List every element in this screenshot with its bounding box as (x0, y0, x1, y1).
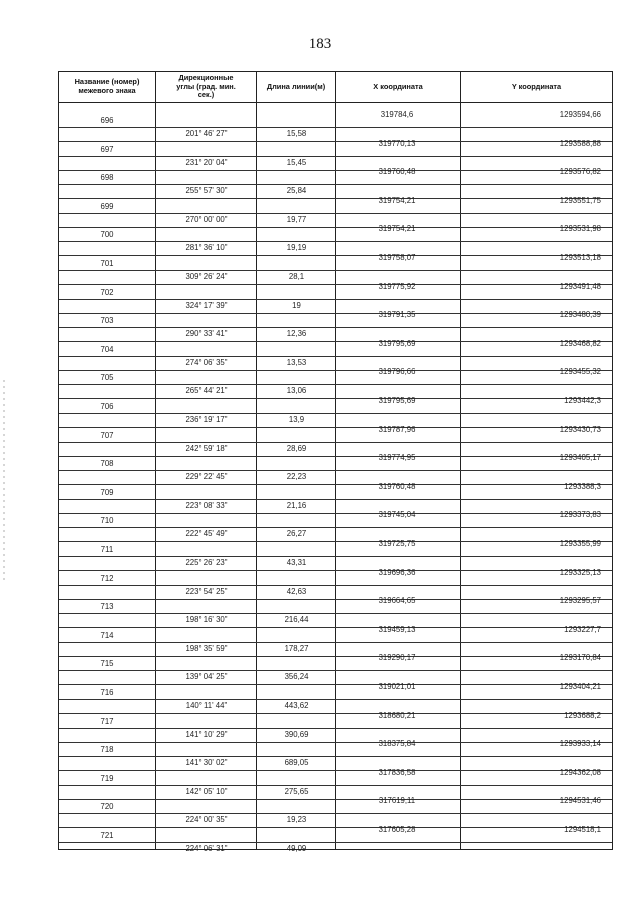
row-divider (59, 813, 612, 814)
x-coordinate: 317836,58 (378, 767, 416, 777)
line-length: 13,53 (286, 357, 307, 367)
row-divider (59, 299, 612, 300)
line-length: 19,19 (286, 243, 307, 253)
line-length: 19 (292, 300, 301, 310)
line-length: 26,27 (286, 529, 307, 539)
marker-name: 706 (100, 402, 114, 411)
marker-name: 701 (100, 259, 114, 268)
direction-angle: 281° 36' 10" (185, 243, 228, 253)
y-coordinate: 1293933,14 (559, 739, 601, 749)
marker-name: 696 (100, 116, 114, 125)
row-divider (59, 327, 612, 328)
line-length: 28,1 (288, 272, 305, 281)
x-coordinate: 319745,04 (378, 510, 416, 520)
row-divider (59, 156, 612, 157)
x-coordinate: 319754,21 (378, 195, 416, 205)
x-coordinate: 319754,21 (378, 224, 416, 234)
direction-angle: 270° 00' 00" (185, 214, 228, 224)
y-coordinate: 1293468,82 (559, 338, 601, 348)
x-coordinate: 319696,36 (378, 567, 416, 577)
line-length: 42,63 (286, 586, 307, 596)
marker-name: 700 (100, 230, 114, 240)
line-length: 689,05 (284, 758, 309, 768)
direction-angle: 198° 35' 59" (185, 643, 228, 653)
y-coordinate: 1294362,08 (559, 767, 601, 777)
line-length: 21,16 (286, 500, 307, 510)
line-length: 25,84 (286, 186, 307, 196)
line-length: 13,06 (286, 386, 307, 396)
header-marker-name: Название (номер) межевого знака (74, 77, 140, 95)
header-direction-angle: Дирекционные углы (град. мин. сек.) (176, 73, 236, 100)
marker-name: 709 (100, 487, 114, 497)
x-coordinate: 319784,6 (380, 110, 414, 119)
marker-name: 715 (100, 659, 114, 669)
direction-angle: 265° 44' 21" (185, 386, 228, 396)
direction-angle: 225° 26' 23" (185, 558, 228, 567)
direction-angle: 231° 20' 04" (185, 157, 228, 167)
y-coordinate: 1293373,83 (559, 510, 601, 520)
y-coordinate: 1294531,46 (559, 796, 601, 806)
marker-name: 698 (100, 173, 114, 183)
y-coordinate: 1293430,73 (559, 424, 601, 434)
row-divider (59, 728, 612, 729)
y-coordinate: 1293491,48 (559, 281, 601, 291)
marker-name: 703 (100, 316, 114, 326)
direction-angle: 140° 11' 44" (185, 701, 228, 710)
row-divider (59, 527, 612, 528)
y-coordinate: 1293442,3 (564, 396, 601, 405)
direction-angle: 141° 30' 02" (185, 758, 228, 768)
y-coordinate: 1293551,75 (559, 195, 601, 205)
row-divider (59, 556, 612, 557)
marker-name: 705 (100, 373, 114, 383)
row-divider (59, 384, 612, 385)
x-coordinate: 317619,11 (378, 796, 416, 806)
x-coordinate: 318680,21 (378, 710, 416, 720)
row-divider (59, 241, 612, 242)
marker-name: 721 (100, 831, 114, 840)
marker-name: 711 (100, 545, 114, 554)
row-divider (59, 127, 612, 128)
x-coordinate: 319795,69 (378, 396, 416, 405)
x-coordinate: 319796,66 (378, 367, 416, 377)
direction-angle: 224° 00' 35" (185, 815, 228, 825)
line-length: 15,58 (286, 129, 307, 138)
line-length: 275,65 (284, 786, 309, 796)
direction-angle: 229° 22' 45" (185, 472, 228, 482)
x-coordinate: 319664,65 (378, 596, 416, 606)
header-divider (59, 102, 612, 103)
row-divider (59, 613, 612, 614)
x-coordinate: 318375,84 (378, 739, 416, 749)
direction-angle: 274° 06' 35" (185, 357, 228, 367)
row-divider (59, 442, 612, 443)
direction-angle: 324° 17' 39" (185, 300, 228, 310)
row-divider (59, 642, 612, 643)
y-coordinate: 1293355,99 (559, 539, 601, 548)
direction-angle: 201° 46' 27" (185, 129, 228, 138)
marker-name: 713 (100, 602, 114, 612)
scan-margin-mark (3, 380, 5, 580)
header-y-coordinate: Y координата (511, 81, 562, 91)
direction-angle: 223° 08' 33" (185, 500, 228, 510)
direction-angle: 139° 04' 25" (185, 672, 228, 682)
direction-angle: 236° 19' 17" (185, 415, 228, 424)
marker-name: 702 (100, 287, 114, 297)
line-length: 19,23 (286, 815, 307, 825)
x-coordinate: 319774,95 (378, 453, 416, 463)
y-coordinate: 1293455,32 (559, 367, 601, 377)
line-length: 356,24 (284, 672, 309, 682)
row-divider (59, 785, 612, 786)
line-length: 49,09 (286, 844, 307, 853)
y-coordinate: 1293688,2 (564, 710, 601, 720)
row-divider (59, 213, 612, 214)
row-divider (59, 270, 612, 271)
line-length: 28,69 (286, 443, 307, 453)
row-divider (59, 356, 612, 357)
marker-name: 718 (100, 745, 114, 755)
line-length: 43,31 (286, 558, 307, 567)
header-x-coordinate: X координата (373, 81, 423, 91)
line-length: 22,23 (286, 472, 307, 482)
line-length: 12,36 (286, 329, 307, 339)
marker-name: 719 (100, 773, 114, 783)
y-coordinate: 1293227,7 (564, 624, 601, 634)
row-divider (59, 470, 612, 471)
row-divider (59, 585, 612, 586)
row-divider (59, 413, 612, 414)
direction-angle: 223° 54' 25" (185, 586, 228, 596)
row-divider (59, 499, 612, 500)
y-coordinate: 1293388,3 (564, 481, 601, 491)
x-coordinate: 319787,96 (378, 424, 416, 434)
coordinates-table (58, 71, 613, 853)
x-coordinate: 319725,75 (378, 539, 416, 548)
page-number: 183 (308, 36, 332, 52)
row-divider (59, 842, 612, 843)
x-coordinate: 319760,48 (378, 481, 416, 491)
row-divider (59, 756, 612, 757)
y-coordinate: 1293513,18 (559, 253, 601, 262)
y-coordinate: 1293170,84 (559, 653, 601, 663)
y-coordinate: 1293576,82 (559, 167, 601, 177)
line-length: 178,27 (284, 643, 309, 653)
x-coordinate: 319290,17 (378, 653, 416, 663)
marker-name: 710 (100, 516, 114, 526)
y-coordinate: 1293405,17 (559, 453, 601, 463)
row-divider (59, 670, 612, 671)
direction-angle: 141° 10' 29" (185, 729, 228, 739)
direction-angle: 309° 26' 24" (185, 272, 228, 281)
y-coordinate: 1293480,39 (559, 310, 601, 320)
marker-name: 714 (100, 630, 114, 640)
row-divider (59, 184, 612, 185)
line-length: 19,77 (286, 214, 307, 224)
x-coordinate: 319021,01 (378, 682, 416, 691)
line-length: 13,9 (288, 415, 305, 424)
x-coordinate: 319795,69 (378, 338, 416, 348)
marker-name: 707 (100, 430, 114, 440)
direction-angle: 222° 45' 49" (185, 529, 228, 539)
x-coordinate: 319791,35 (378, 310, 416, 320)
x-coordinate: 317605,28 (378, 825, 416, 834)
y-coordinate: 1293594,66 (559, 110, 601, 119)
y-coordinate: 1293325,13 (559, 567, 601, 577)
y-coordinate: 1293588,88 (559, 138, 601, 148)
header-line-length: Длина линии(м) (266, 81, 326, 91)
x-coordinate: 319775,92 (378, 281, 416, 291)
x-coordinate: 319760,48 (378, 167, 416, 177)
line-length: 390,69 (284, 729, 309, 739)
marker-name: 716 (100, 688, 114, 697)
line-length: 15,45 (286, 157, 307, 167)
y-coordinate: 1293531,98 (559, 224, 601, 234)
marker-name: 699 (100, 201, 114, 211)
marker-name: 717 (100, 716, 114, 726)
y-coordinate: 1293295,57 (559, 596, 601, 606)
marker-name: 704 (100, 344, 114, 354)
direction-angle: 198° 16' 30" (185, 615, 228, 625)
x-coordinate: 319770,13 (378, 138, 416, 148)
line-length: 443,62 (284, 701, 309, 710)
marker-name: 708 (100, 459, 114, 469)
marker-name: 720 (100, 802, 114, 812)
direction-angle: 290° 33' 41" (185, 329, 228, 339)
row-divider (59, 699, 612, 700)
marker-name: 712 (100, 573, 114, 583)
y-coordinate: 1294518,1 (564, 825, 601, 834)
y-coordinate: 1293404,21 (559, 682, 601, 691)
direction-angle: 224° 06' 31" (185, 844, 228, 853)
direction-angle: 142° 05' 10" (185, 786, 228, 796)
marker-name: 697 (100, 144, 114, 154)
x-coordinate: 319459,13 (378, 624, 416, 634)
direction-angle: 242° 59' 18" (185, 443, 228, 453)
direction-angle: 255° 57' 30" (185, 186, 228, 196)
x-coordinate: 319758,07 (378, 253, 416, 262)
line-length: 216,44 (284, 615, 309, 625)
